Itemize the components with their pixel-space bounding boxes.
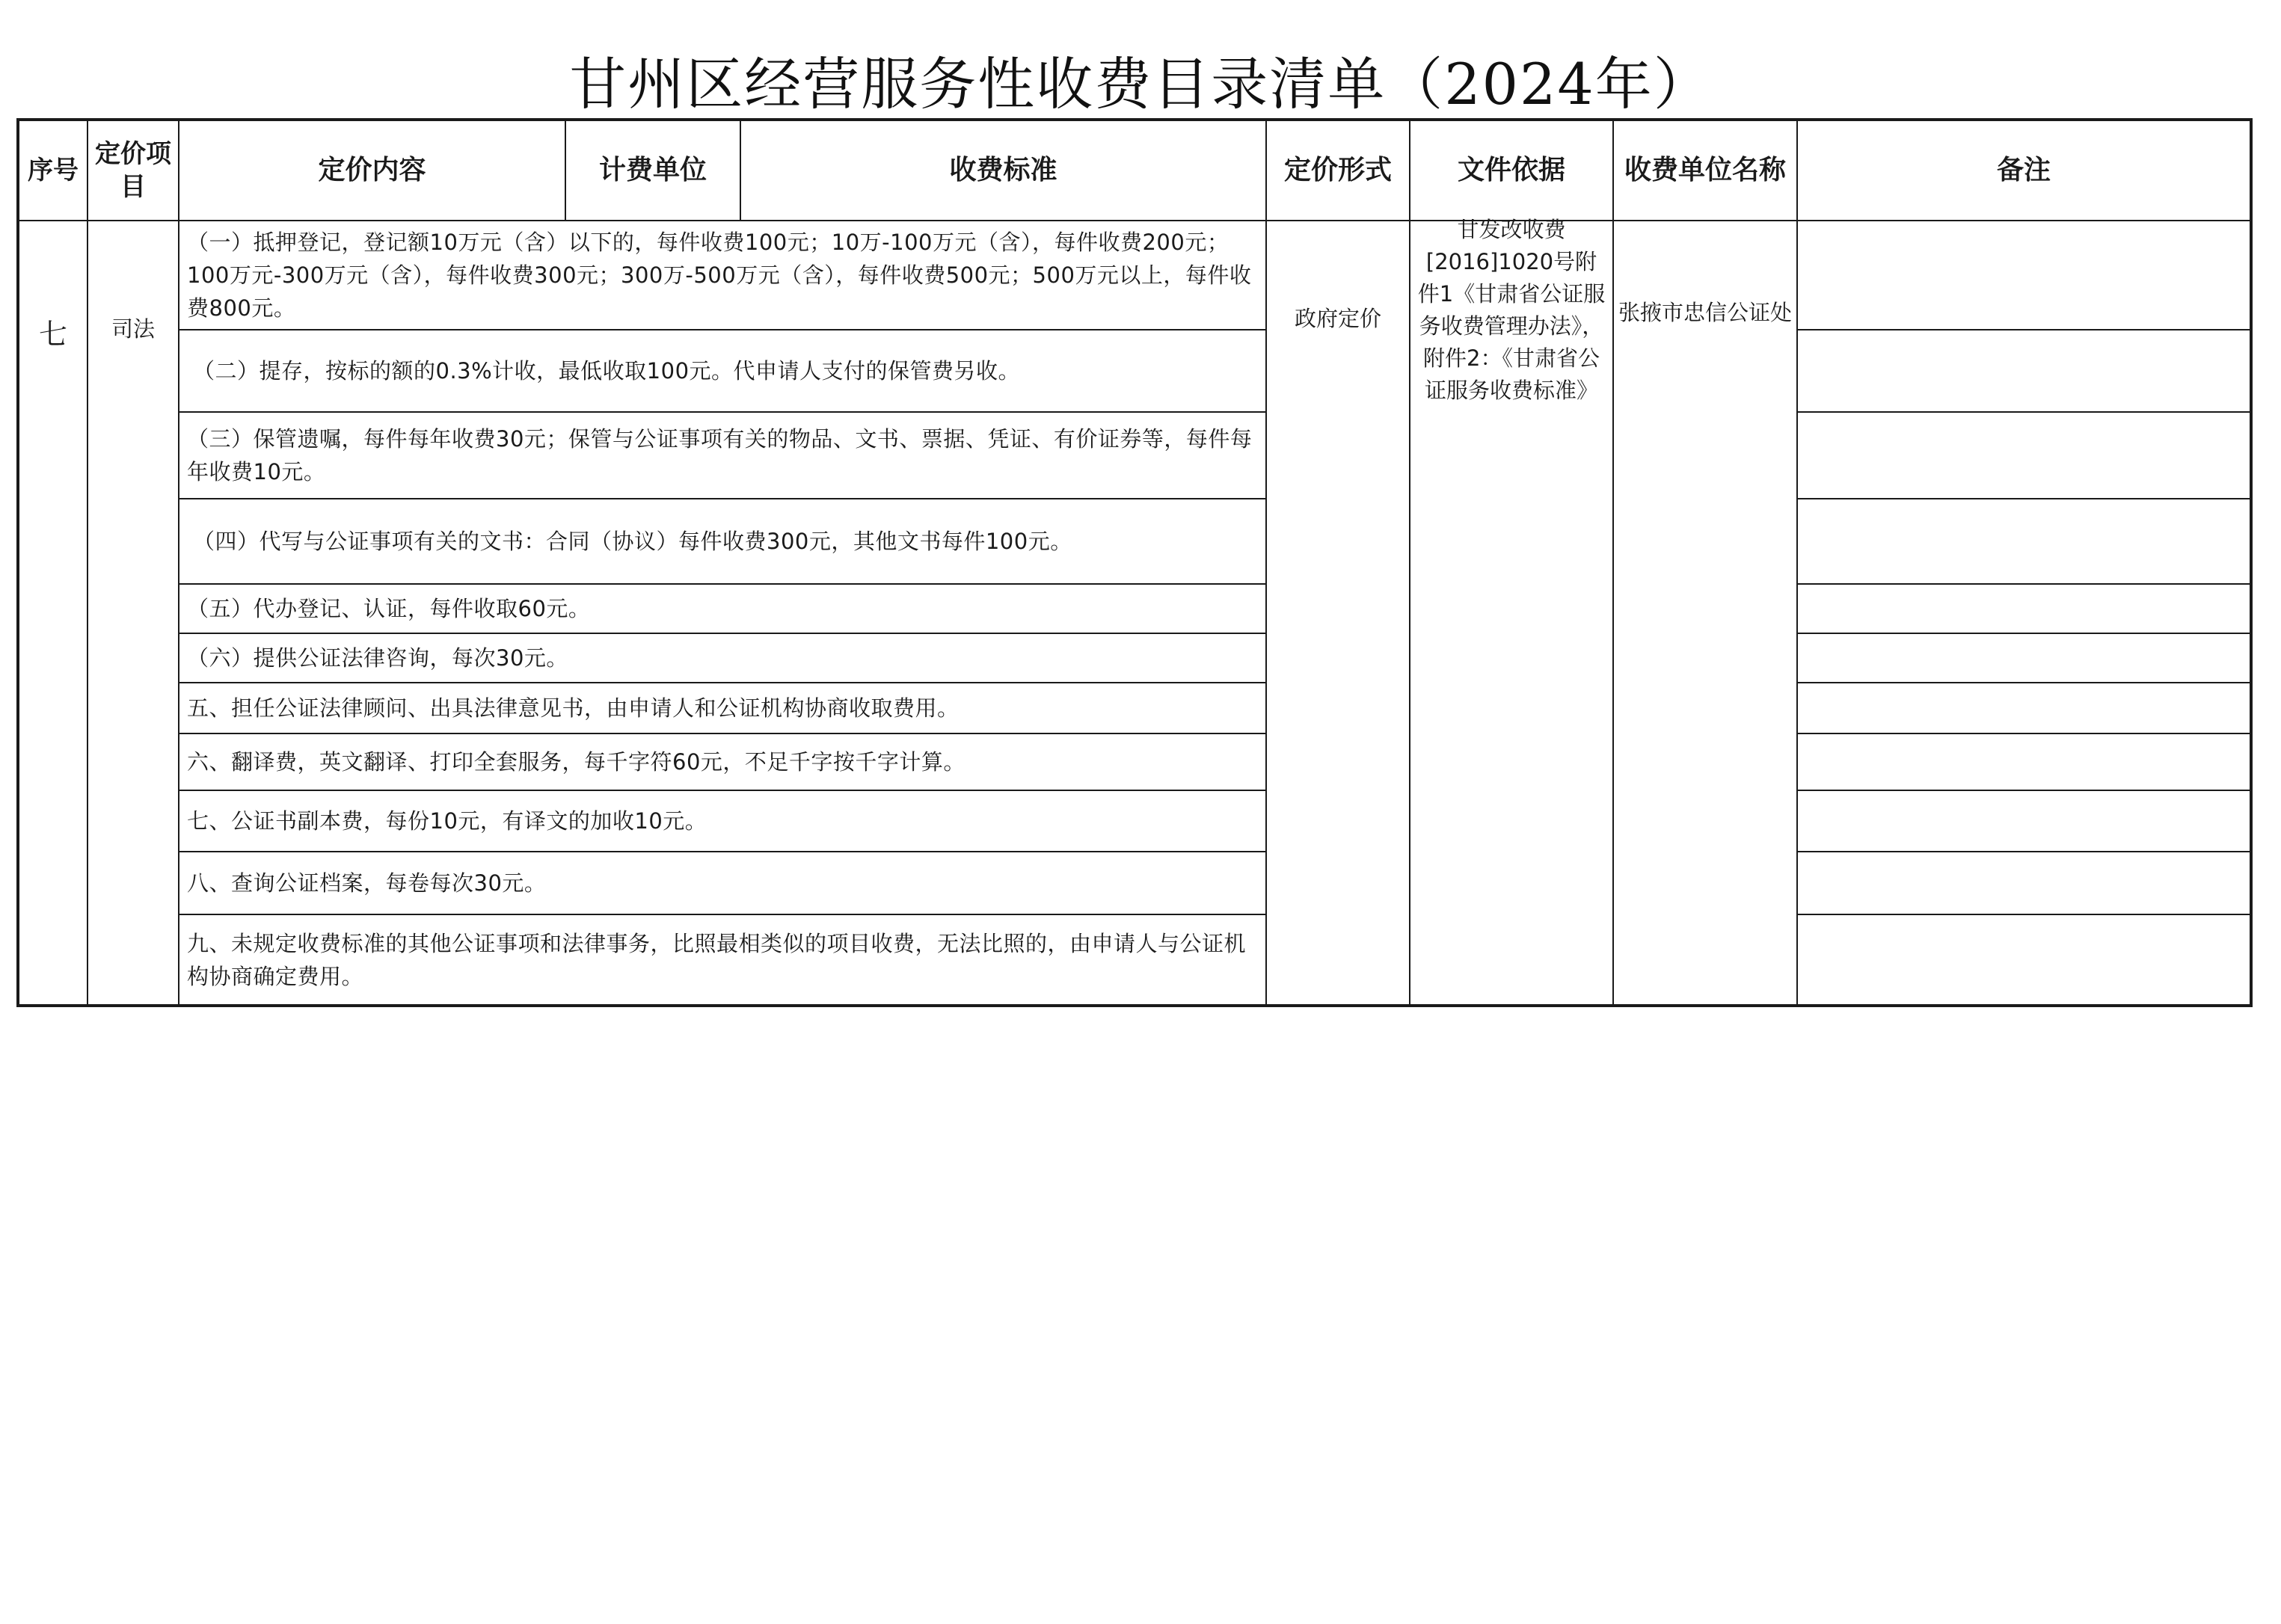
table-row <box>18 499 2251 584</box>
header-pricing-item: 定价项目 <box>88 120 179 221</box>
header-no: 序号 <box>18 120 88 221</box>
document-basis-cell <box>1410 217 1613 1006</box>
remark-cell <box>1797 633 2251 683</box>
header-pricing-content: 定价内容 <box>179 120 565 221</box>
header-billing-unit: 计费单位 <box>565 120 740 221</box>
fee-catalog-table <box>16 118 2253 1007</box>
remark-cell <box>1797 733 2251 790</box>
header-fee-unit-name: 收费单位名称 <box>1613 120 1797 221</box>
row-number: 七 <box>18 221 88 1006</box>
fee-content-cell: 九、未规定收费标准的其他公证事项和法律事务，比照最相类似的项目收费，无法比照的，由申请人与公证机构协商确定费用。 <box>179 914 1266 1006</box>
fee-content-cell: （二）提存，按标的额的0.3%计收，最低收取100元。代申请人支付的保管费另收。 <box>179 330 1266 412</box>
header-remarks: 备注 <box>1797 120 2251 221</box>
document-basis-text: 甘发改收费[2016]1020号附件1《甘肃省公证服务收费管理办法》，附件2：《甘肃省公证服务收费标准》 <box>1417 217 1606 403</box>
header-pricing-form: 定价形式 <box>1266 120 1410 221</box>
table-row <box>18 790 2251 852</box>
header-fee-standard: 收费标准 <box>740 120 1266 221</box>
fee-content-cell: （三）保管遗嘱，每件每年收费30元；保管与公证事项有关的物品、文书、票据、凭证、有价证券等，每件每年收费10元。 <box>179 412 1266 499</box>
fee-content-cell: （四）代写与公证事项有关的文书：合同（协议）每件收费300元，其他文书每件100元。 <box>179 499 1266 584</box>
table-row <box>18 914 2251 1006</box>
remark-cell <box>1797 499 2251 584</box>
fee-unit-name-cell: 张掖市忠信公证处 <box>1613 221 1797 1006</box>
document-title: 甘州区经营服务性收费目录清单（2024年） <box>569 51 1712 117</box>
pricing-form-cell: 政府定价 <box>1266 221 1410 1006</box>
table-row <box>18 412 2251 499</box>
table-row <box>18 733 2251 790</box>
remark-cell <box>1797 330 2251 412</box>
remark-cell <box>1797 584 2251 633</box>
fee-content-cell: （六）提供公证法律咨询，每次30元。 <box>179 633 1266 683</box>
table-row <box>18 221 2251 330</box>
fee-content-cell: 八、查询公证档案，每卷每次30元。 <box>179 852 1266 914</box>
fee-content-cell: 六、翻译费，英文翻译、打印全套服务，每千字符60元，不足千字按千字计算。 <box>179 733 1266 790</box>
row-pricing-item: 司法 <box>88 221 179 1006</box>
table-row <box>18 852 2251 914</box>
header-document-basis: 文件依据 <box>1410 120 1613 221</box>
fee-content-cell: （一）抵押登记，登记额10万元（含）以下的，每件收费100元；10万-100万元（含），每件收费200元；100万元-300万元（含），每件收费300元；300万-500万元（含），每件收费500元；500万元以上，每件收费800元。 <box>179 221 1266 330</box>
table-header-row <box>18 120 2251 221</box>
fee-content-cell: （五）代办登记、认证，每件收取60元。 <box>179 584 1266 633</box>
remark-cell <box>1797 683 2251 733</box>
table-row <box>18 330 2251 412</box>
remark-cell <box>1797 914 2251 1006</box>
table-row <box>18 633 2251 683</box>
remark-cell <box>1797 221 2251 330</box>
remark-cell <box>1797 412 2251 499</box>
remark-cell <box>1797 852 2251 914</box>
fee-content-cell: 五、担任公证法律顾问、出具法律意见书，由申请人和公证机构协商收取费用。 <box>179 683 1266 733</box>
remark-cell <box>1797 790 2251 852</box>
fee-content-cell: 七、公证书副本费，每份10元，有译文的加收10元。 <box>179 790 1266 852</box>
table-row <box>18 683 2251 733</box>
table-row <box>18 584 2251 633</box>
